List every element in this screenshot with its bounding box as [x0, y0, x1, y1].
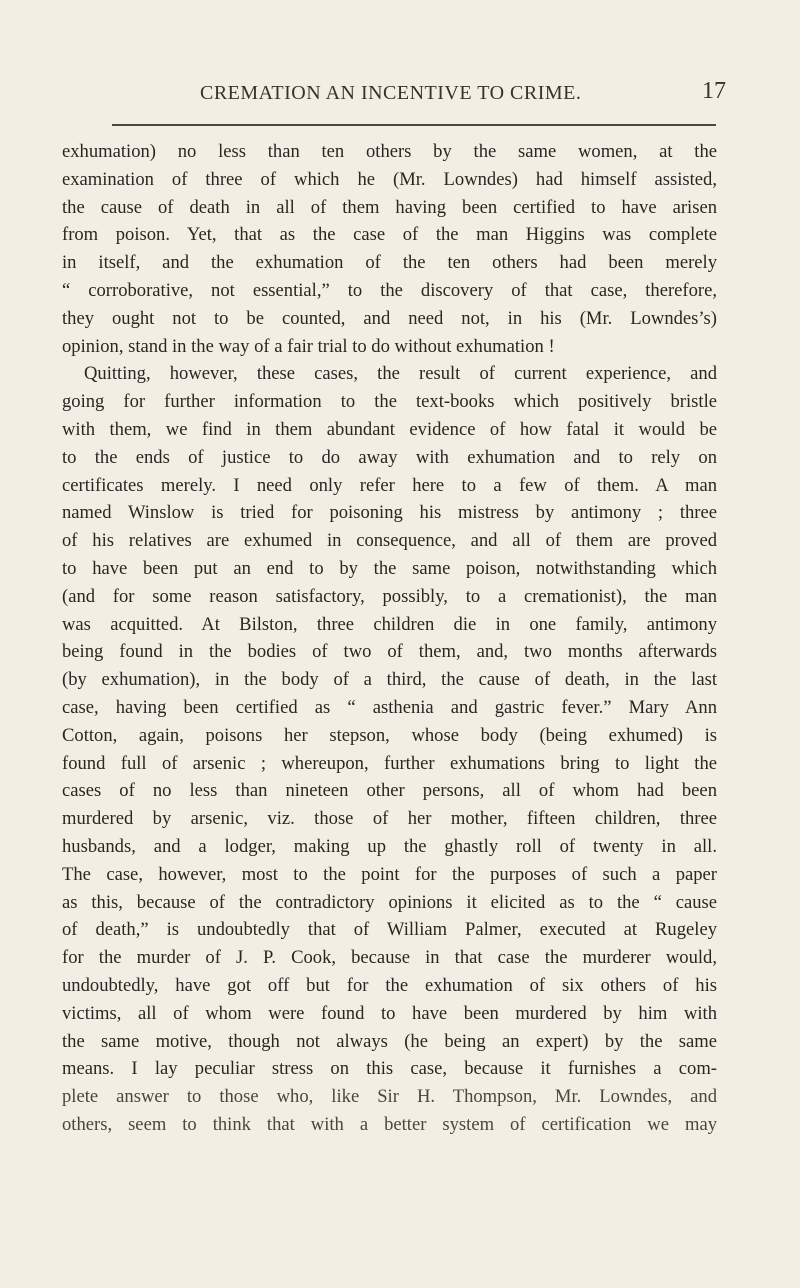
text-line: others, seem to think that with a better system of certification we may: [62, 1113, 717, 1135]
text-line: certificates merely. I need only refer here to a few of them. A man: [62, 474, 717, 496]
text-line: (by exhumation), in the body of a third, the cause of death, in the last: [62, 669, 717, 691]
running-head: CREMATION AN INCENTIVE TO CRIME.: [200, 82, 582, 104]
text-line: The case, however, most to the point for the purposes of such a paper: [62, 863, 717, 885]
text-line: examination of three of which he (Mr. Lowndes) had himself assisted,: [62, 168, 717, 190]
paragraph-1: [62, 138, 717, 360]
text-line: going for further information to the text-books which positively bristle: [62, 391, 717, 413]
text-line: opinion, stand in the way of a fair trial to do without exhumation !: [62, 335, 555, 357]
body-text: [62, 138, 717, 1139]
text-line: found full of arsenic ; whereupon, further exhumations bring to light the: [62, 752, 717, 774]
text-line: from poison. Yet, that as the case of the man Higgins was complete: [62, 224, 717, 246]
text-line: the same motive, though not always (he being an expert) by the same: [62, 1030, 717, 1052]
text-line: cases of no less than nineteen other persons, all of whom had been: [62, 780, 717, 802]
text-line: Quitting, however, these cases, the result of current experience, and: [84, 363, 717, 385]
text-line: named Winslow is tried for poisoning his mistress by antimony ; three: [62, 502, 717, 524]
text-line: husbands, and a lodger, making up the ghastly roll of twenty in all.: [62, 835, 717, 857]
text-line: victims, all of whom were found to have been murdered by him with: [62, 1002, 717, 1024]
text-line: “ corroborative, not essential,” to the discovery of that case, therefore,: [62, 279, 717, 301]
text-line: being found in the bodies of two of them, and, two months afterwards: [62, 641, 717, 663]
text-line: with them, we find in them abundant evidence of how fatal it would be: [62, 418, 717, 440]
text-line: of his relatives are exhumed in consequence, and all of them are proved: [62, 530, 717, 552]
text-line: for the murder of J. P. Cook, because in that case the murderer would,: [62, 947, 717, 969]
text-line: to the ends of justice to do away with exhumation and to rely on: [62, 446, 717, 468]
text-line: to have been put an end to by the same poison, notwithstanding which: [62, 557, 717, 579]
text-line: plete answer to those who, like Sir H. Thompson, Mr. Lowndes, and: [62, 1086, 717, 1108]
text-line: Cotton, again, poisons her stepson, whose body (being exhumed) is: [62, 724, 717, 746]
text-line: (and for some reason satisfactory, possibly, to a cremationist), the man: [62, 585, 717, 607]
page-number: 17: [702, 78, 726, 104]
text-line: undoubtedly, have got off but for the exhumation of six others of his: [62, 974, 717, 996]
text-line: was acquitted. At Bilston, three children die in one family, antimony: [62, 613, 717, 635]
text-line: in itself, and the exhumation of the ten others had been merely: [62, 252, 717, 274]
text-line: murdered by arsenic, viz. those of her mother, fifteen children, three: [62, 808, 717, 830]
text-line: of death,” is undoubtedly that of William Palmer, executed at Rugeley: [62, 919, 717, 941]
text-line: exhumation) no less than ten others by the same women, at the: [62, 141, 717, 162]
text-line: case, having been certified as “ asthenia and gastric fever.” Mary Ann: [62, 696, 717, 718]
text-line: means. I lay peculiar stress on this case, because it furnishes a com-: [62, 1058, 717, 1080]
text-line: as this, because of the contradictory opinions it elicited as to the “ cause: [62, 891, 717, 913]
text-line: they ought not to be counted, and need not, in his (Mr. Lowndes’s): [62, 307, 717, 329]
text-line: the cause of death in all of them having been certified to have arisen: [62, 196, 717, 218]
paragraph-2: [62, 360, 717, 1138]
header-rule: [112, 124, 716, 126]
